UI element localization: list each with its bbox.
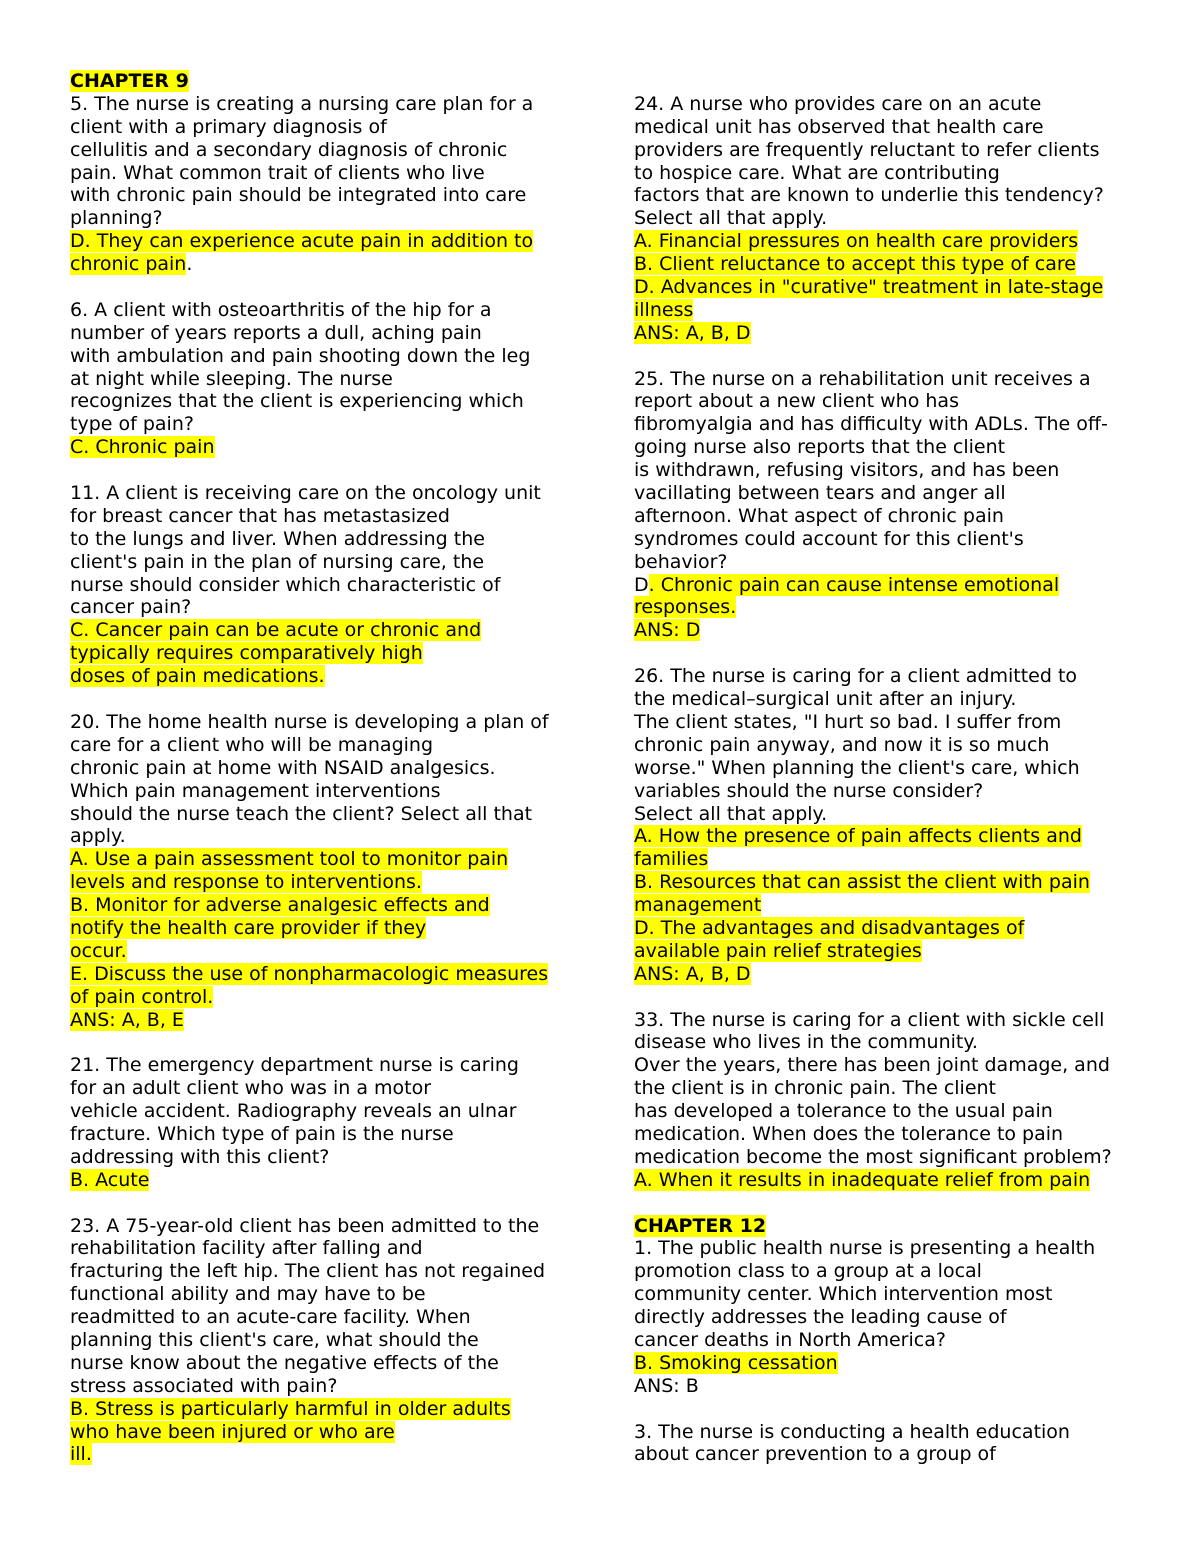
text-segment: planning? bbox=[70, 207, 163, 230]
text-segment: variables should the nurse consider? bbox=[634, 779, 984, 802]
text-segment: factors that are known to underlie this tendency? bbox=[634, 184, 1104, 207]
highlighted-text: D. They can experience acute pain in addition to bbox=[70, 230, 534, 253]
highlighted-text: B. Resources that can assist the client with pain bbox=[634, 871, 1090, 894]
text-segment: functional ability and may have to be bbox=[70, 1283, 426, 1306]
text-segment: directly addresses the leading cause of bbox=[634, 1306, 1007, 1329]
text-segment: 5. The nurse is creating a nursing care plan for a bbox=[70, 92, 534, 115]
blank-line bbox=[634, 986, 1146, 1009]
text-segment: 33. The nurse is caring for a client with sickle cell bbox=[634, 1008, 1105, 1031]
text-line bbox=[634, 711, 1146, 734]
text-segment: going nurse also reports that the client bbox=[634, 436, 1006, 459]
text-line bbox=[634, 162, 1146, 185]
text-line bbox=[70, 1329, 590, 1352]
text-segment: disease who lives in the community. bbox=[634, 1031, 978, 1054]
text-line bbox=[70, 1146, 590, 1169]
text-line bbox=[634, 207, 1146, 230]
text-segment: with chronic pain should be integrated into care bbox=[70, 184, 527, 207]
highlighted-text: CHAPTER 12 bbox=[634, 1214, 767, 1237]
text-line bbox=[634, 184, 1146, 207]
text-segment: fracturing the left hip. The client has not regained bbox=[70, 1260, 546, 1283]
left-column bbox=[70, 70, 590, 1466]
highlighted-text: ANS: A, B, E bbox=[70, 1008, 184, 1031]
blank-line bbox=[70, 276, 590, 299]
right-column bbox=[634, 70, 1146, 1466]
highlighted-text: families bbox=[634, 848, 709, 871]
text-line bbox=[634, 734, 1146, 757]
text-segment: care for a client who will be managing bbox=[70, 733, 434, 756]
text-line bbox=[634, 93, 1146, 116]
text-line bbox=[70, 528, 590, 551]
answer-line bbox=[634, 871, 1146, 894]
answer-line bbox=[634, 848, 1146, 871]
text-line bbox=[70, 574, 590, 597]
highlighted-text: typically requires comparatively high bbox=[70, 642, 423, 665]
text-segment: medical unit has observed that health care bbox=[634, 115, 1044, 138]
text-line bbox=[70, 345, 590, 368]
text-line bbox=[70, 368, 590, 391]
text-line bbox=[634, 1329, 1146, 1352]
text-line bbox=[70, 551, 590, 574]
answer-line bbox=[70, 1009, 590, 1032]
highlighted-text: chronic pain bbox=[70, 253, 187, 276]
text-segment: addressing with this client? bbox=[70, 1145, 330, 1168]
text-segment: 25. The nurse on a rehabilitation unit receives a bbox=[634, 367, 1091, 390]
text-segment: fibromyalgia and has difficulty with ADLs. The off- bbox=[634, 413, 1108, 436]
text-segment: readmitted to an acute-care facility. When bbox=[70, 1306, 471, 1329]
text-line bbox=[70, 780, 590, 803]
text-line bbox=[70, 1123, 590, 1146]
highlighted-text: available pain relief strategies bbox=[634, 939, 922, 962]
text-line bbox=[70, 322, 590, 345]
text-segment: chronic pain at home with NSAID analgesics. bbox=[70, 756, 496, 779]
text-line bbox=[70, 184, 590, 207]
answer-line bbox=[70, 1421, 590, 1444]
highlighted-text: A. Use a pain assessment tool to monitor pain bbox=[70, 848, 509, 871]
answer-line bbox=[70, 1169, 590, 1192]
text-line bbox=[70, 1215, 590, 1238]
highlighted-text: occur. bbox=[70, 939, 127, 962]
text-segment: D bbox=[634, 573, 649, 596]
answer-line bbox=[634, 276, 1146, 299]
text-line bbox=[70, 207, 590, 230]
text-line bbox=[634, 665, 1146, 688]
text-line bbox=[634, 1077, 1146, 1100]
text-line bbox=[70, 299, 590, 322]
text-line bbox=[634, 459, 1146, 482]
text-line bbox=[70, 1260, 590, 1283]
text-segment: apply. bbox=[70, 825, 126, 848]
highlighted-text: B. Smoking cessation bbox=[634, 1351, 838, 1374]
answer-line bbox=[70, 1398, 590, 1421]
text-segment: to hospice care. What are contributing bbox=[634, 161, 1000, 184]
answer-line bbox=[70, 894, 590, 917]
answer-line bbox=[70, 1443, 590, 1466]
text-segment: cellulitis and a secondary diagnosis of chronic bbox=[70, 138, 508, 161]
blank-line bbox=[70, 1031, 590, 1054]
text-line bbox=[634, 390, 1146, 413]
answer-line bbox=[634, 322, 1146, 345]
text-segment: medication. When does the tolerance to pain bbox=[634, 1122, 1064, 1145]
highlighted-text: notify the health care provider if they bbox=[70, 916, 427, 939]
highlighted-text: ANS: D bbox=[634, 619, 701, 642]
text-line bbox=[70, 1077, 590, 1100]
answer-line bbox=[70, 940, 590, 963]
text-segment: ANS: B bbox=[634, 1374, 699, 1397]
text-segment: medication become the most significant problem? bbox=[634, 1145, 1112, 1168]
text-segment: stress associated with pain? bbox=[70, 1374, 338, 1397]
answer-line bbox=[634, 619, 1146, 642]
highlighted-text: CHAPTER 9 bbox=[70, 70, 189, 92]
text-line bbox=[634, 139, 1146, 162]
text-segment: 23. A 75-year-old client has been admitted to the bbox=[70, 1214, 540, 1237]
text-line bbox=[70, 390, 590, 413]
text-line bbox=[70, 162, 590, 185]
text-segment: fracture. Which type of pain is the nurse bbox=[70, 1122, 454, 1145]
highlighted-text: ill. bbox=[70, 1443, 92, 1466]
text-segment: 6. A client with osteoarthritis of the hip for a bbox=[70, 298, 492, 321]
text-line bbox=[634, 1146, 1146, 1169]
highlighted-text: D. Advances in "curative" treatment in late-stage bbox=[634, 276, 1104, 299]
blank-line bbox=[634, 642, 1146, 665]
text-segment: client's pain in the plan of nursing care, the bbox=[70, 550, 485, 573]
text-line bbox=[70, 482, 590, 505]
text-line bbox=[70, 505, 590, 528]
text-segment: pain. What common trait of clients who live bbox=[70, 161, 485, 184]
highlighted-text: A. When it results in inadequate relief from pain bbox=[634, 1168, 1091, 1191]
text-segment: Select all that apply. bbox=[634, 207, 828, 230]
answer-line bbox=[634, 940, 1146, 963]
highlighted-text: B. Client reluctance to accept this type of care bbox=[634, 253, 1076, 276]
highlighted-text: . Chronic pain can cause intense emotional bbox=[648, 573, 1060, 596]
highlighted-text: levels and response to interventions. bbox=[70, 871, 422, 894]
blank-line bbox=[634, 1398, 1146, 1421]
text-segment: at night while sleeping. The nurse bbox=[70, 367, 393, 390]
text-line bbox=[634, 1375, 1146, 1398]
highlighted-text: doses of pain medications. bbox=[70, 665, 325, 688]
blank-line bbox=[70, 459, 590, 482]
text-line bbox=[634, 551, 1146, 574]
text-line bbox=[634, 1443, 1146, 1466]
text-segment: vehicle accident. Radiography reveals an ulnar bbox=[70, 1100, 517, 1123]
blank-line bbox=[634, 70, 1146, 93]
text-line bbox=[634, 368, 1146, 391]
text-segment: chronic pain anyway, and now it is so much bbox=[634, 733, 1050, 756]
text-segment: number of years reports a dull, aching pain bbox=[70, 321, 482, 344]
text-segment: nurse know about the negative effects of the bbox=[70, 1351, 499, 1374]
highlighted-text: management bbox=[634, 894, 762, 917]
text-line bbox=[634, 688, 1146, 711]
highlighted-text: B. Acute bbox=[70, 1168, 150, 1191]
text-segment: to the lungs and liver. When addressing the bbox=[70, 527, 485, 550]
text-line bbox=[634, 1123, 1146, 1146]
text-line bbox=[634, 757, 1146, 780]
text-line bbox=[634, 436, 1146, 459]
text-segment: community center. Which intervention most bbox=[634, 1283, 1053, 1306]
text-segment: for an adult client who was in a motor bbox=[70, 1077, 432, 1100]
highlighted-text: of pain control. bbox=[70, 985, 214, 1008]
text-line bbox=[634, 505, 1146, 528]
text-segment: for breast cancer that has metastasized bbox=[70, 504, 450, 527]
chapter-heading bbox=[70, 70, 590, 93]
answer-line bbox=[634, 963, 1146, 986]
highlighted-text: A. Financial pressures on health care providers bbox=[634, 230, 1079, 253]
answer-line bbox=[70, 963, 590, 986]
blank-line bbox=[70, 1192, 590, 1215]
blank-line bbox=[70, 688, 590, 711]
text-line bbox=[70, 711, 590, 734]
text-line bbox=[634, 116, 1146, 139]
text-line bbox=[634, 1031, 1146, 1054]
answer-line bbox=[70, 642, 590, 665]
text-segment: 20. The home health nurse is developing a plan of bbox=[70, 710, 549, 733]
text-segment: cancer pain? bbox=[70, 596, 192, 619]
text-segment: The client states, "I hurt so bad. I suffer from bbox=[634, 710, 1062, 733]
highlighted-text: who have been injured or who are bbox=[70, 1420, 395, 1443]
blank-line bbox=[634, 345, 1146, 368]
answer-line bbox=[70, 986, 590, 1009]
text-line bbox=[634, 1260, 1146, 1283]
text-line bbox=[70, 413, 590, 436]
answer-line bbox=[634, 230, 1146, 253]
text-segment: recognizes that the client is experiencing which bbox=[70, 390, 524, 413]
highlighted-text: responses. bbox=[634, 596, 737, 619]
text-segment: planning this client's care, what should the bbox=[70, 1328, 479, 1351]
answer-line bbox=[634, 894, 1146, 917]
text-segment: client with a primary diagnosis of bbox=[70, 115, 387, 138]
answer-line bbox=[70, 848, 590, 871]
text-line bbox=[634, 413, 1146, 436]
text-line bbox=[70, 803, 590, 826]
text-segment: the medical–surgical unit after an injury. bbox=[634, 688, 1017, 711]
text-segment: 21. The emergency department nurse is caring bbox=[70, 1054, 519, 1077]
text-line bbox=[70, 116, 590, 139]
text-segment: cancer deaths in North America? bbox=[634, 1328, 946, 1351]
text-line bbox=[634, 780, 1146, 803]
highlighted-text: ANS: A, B, D bbox=[634, 962, 751, 985]
text-segment: should the nurse teach the client? Select all that bbox=[70, 802, 533, 825]
text-line bbox=[634, 1054, 1146, 1077]
answer-line bbox=[634, 574, 1146, 597]
answer-line bbox=[70, 253, 590, 276]
text-line bbox=[70, 139, 590, 162]
text-line bbox=[70, 825, 590, 848]
text-segment: vacillating between tears and anger all bbox=[634, 482, 1006, 505]
text-segment: Over the years, there has been joint damage, and bbox=[634, 1054, 1110, 1077]
text-segment: type of pain? bbox=[70, 413, 194, 436]
text-segment: is withdrawn, refusing visitors, and has been bbox=[634, 459, 1060, 482]
answer-line bbox=[70, 871, 590, 894]
text-segment: behavior? bbox=[634, 550, 728, 573]
text-segment: . bbox=[186, 253, 193, 276]
highlighted-text: C. Cancer pain can be acute or chronic and bbox=[70, 619, 482, 642]
chapter-heading bbox=[634, 1215, 1146, 1238]
answer-line bbox=[634, 1169, 1146, 1192]
highlighted-text: C. Chronic pain bbox=[70, 436, 215, 459]
text-line bbox=[70, 1283, 590, 1306]
text-segment: promotion class to a group at a local bbox=[634, 1260, 982, 1283]
text-segment: worse." When planning the client's care, which bbox=[634, 756, 1080, 779]
text-line bbox=[634, 1283, 1146, 1306]
highlighted-text: illness bbox=[634, 298, 694, 321]
highlighted-text: A. How the presence of pain affects clients and bbox=[634, 825, 1082, 848]
answer-line bbox=[634, 1352, 1146, 1375]
text-line bbox=[634, 1009, 1146, 1032]
highlighted-text: B. Monitor for adverse analgesic effects and bbox=[70, 894, 490, 917]
text-line bbox=[634, 1100, 1146, 1123]
answer-line bbox=[70, 436, 590, 459]
text-line bbox=[634, 803, 1146, 826]
text-line bbox=[70, 1100, 590, 1123]
answer-line bbox=[634, 596, 1146, 619]
text-segment: 1. The public health nurse is presenting a health bbox=[634, 1237, 1096, 1260]
text-segment: about cancer prevention to a group of bbox=[634, 1443, 996, 1466]
text-segment: providers are frequently reluctant to refer clients bbox=[634, 138, 1100, 161]
text-line bbox=[634, 1421, 1146, 1444]
answer-line bbox=[70, 665, 590, 688]
text-segment: has developed a tolerance to the usual pain bbox=[634, 1100, 1053, 1123]
text-line bbox=[634, 482, 1146, 505]
answer-line bbox=[634, 299, 1146, 322]
text-line bbox=[70, 1237, 590, 1260]
text-line bbox=[70, 734, 590, 757]
text-line bbox=[634, 528, 1146, 551]
text-segment: 26. The nurse is caring for a client admitted to bbox=[634, 665, 1078, 688]
answer-line bbox=[634, 917, 1146, 940]
text-line bbox=[634, 1237, 1146, 1260]
text-line bbox=[70, 93, 590, 116]
answer-line bbox=[70, 619, 590, 642]
answer-line bbox=[634, 825, 1146, 848]
text-segment: with ambulation and pain shooting down the leg bbox=[70, 344, 531, 367]
text-segment: Select all that apply. bbox=[634, 802, 828, 825]
text-line bbox=[70, 757, 590, 780]
text-segment: 11. A client is receiving care on the oncology unit bbox=[70, 482, 541, 505]
blank-line bbox=[634, 1192, 1146, 1215]
highlighted-text: ANS: A, B, D bbox=[634, 321, 751, 344]
text-segment: 3. The nurse is conducting a health education bbox=[634, 1420, 1070, 1443]
text-line bbox=[70, 596, 590, 619]
text-segment: report about a new client who has bbox=[634, 390, 959, 413]
text-line bbox=[70, 1306, 590, 1329]
answer-line bbox=[70, 917, 590, 940]
text-line bbox=[70, 1352, 590, 1375]
text-segment: afternoon. What aspect of chronic pain bbox=[634, 504, 1004, 527]
highlighted-text: B. Stress is particularly harmful in older adults bbox=[70, 1397, 511, 1420]
text-segment: 24. A nurse who provides care on an acute bbox=[634, 92, 1042, 115]
highlighted-text: E. Discuss the use of nonpharmacologic measures bbox=[70, 962, 549, 985]
answer-line bbox=[634, 253, 1146, 276]
text-segment: Which pain management interventions bbox=[70, 779, 441, 802]
text-line bbox=[634, 1306, 1146, 1329]
text-segment: rehabilitation facility after falling and bbox=[70, 1237, 423, 1260]
text-line bbox=[70, 1054, 590, 1077]
answer-line bbox=[70, 230, 590, 253]
text-segment: the client is in chronic pain. The client bbox=[634, 1077, 997, 1100]
text-segment: syndromes could account for this client's bbox=[634, 527, 1024, 550]
highlighted-text: D. The advantages and disadvantages of bbox=[634, 916, 1025, 939]
text-line bbox=[70, 1375, 590, 1398]
text-segment: nurse should consider which characteristic of bbox=[70, 573, 501, 596]
